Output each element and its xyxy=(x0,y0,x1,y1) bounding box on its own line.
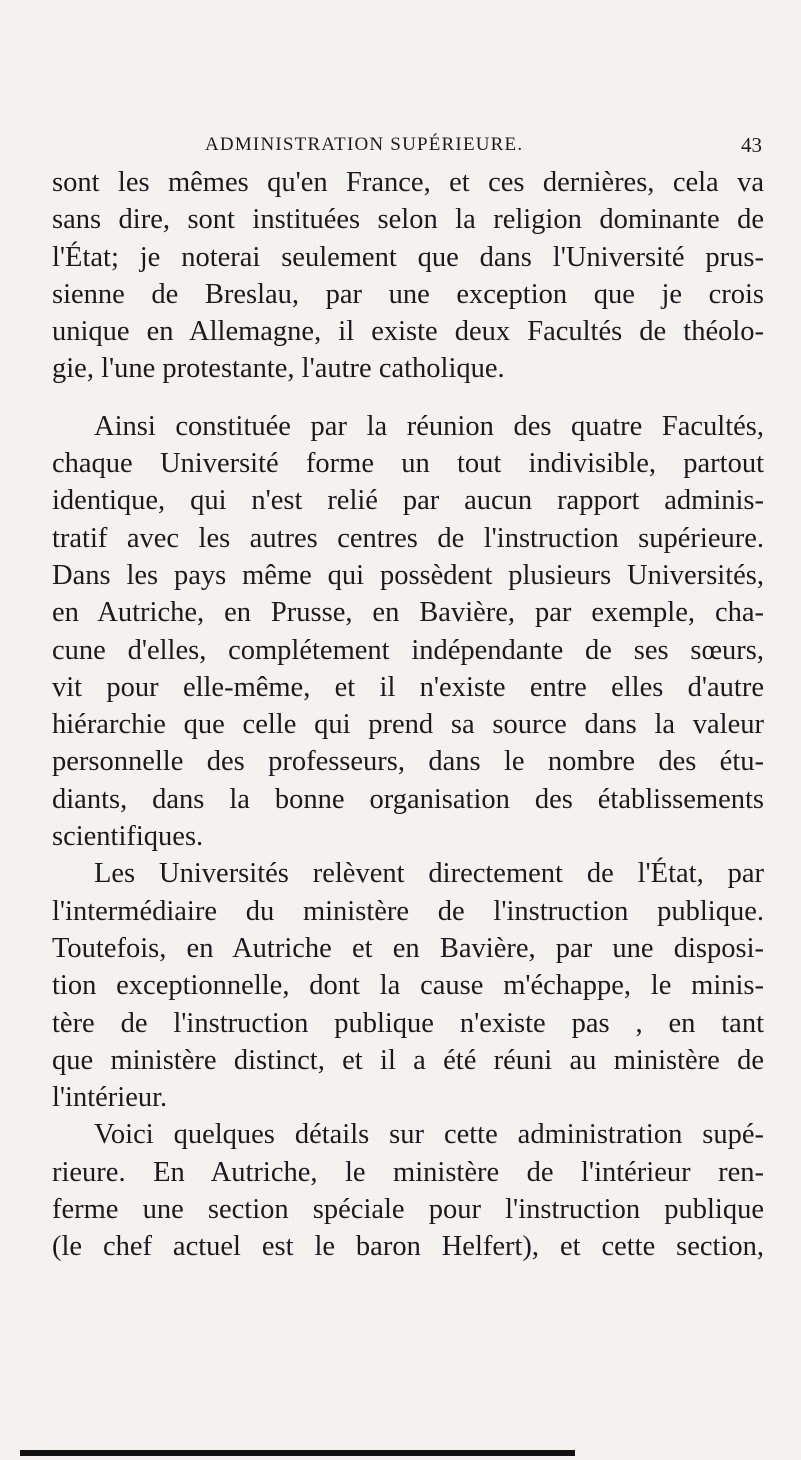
running-head xyxy=(52,132,762,158)
text-line: Ainsi constituée par la réunion des quatre Facultés, xyxy=(94,410,764,442)
text-line: tion exceptionnelle, dont la cause m'échappe, le minis- xyxy=(52,970,764,1002)
text-line: Les Universités relèvent directement de l'État, par xyxy=(94,858,764,890)
text-line: l'État; je noterai seulement que dans l'Université prus- xyxy=(52,241,764,273)
text-line: sienne de Breslau, par une exception que je crois xyxy=(52,278,764,310)
page-number: 43 xyxy=(741,133,762,157)
scan-edge-rule xyxy=(20,1450,575,1456)
text-line: gie, l'une protestante, l'autre catholique. xyxy=(52,353,505,385)
text-line: cune d'elles, complétement indépendante de ses sœurs, xyxy=(52,634,764,666)
running-title: ADMINISTRATION SUPÉRIEURE. xyxy=(205,134,524,155)
text-line: scientifiques. xyxy=(52,821,204,853)
text-line: tratif avec les autres centres de l'instruction supérieure. xyxy=(52,522,764,554)
text-line: vit pour elle-même, et il n'existe entre elles d'autre xyxy=(52,671,764,703)
text-line: sont les mêmes qu'en France, et ces dernières, cela va xyxy=(52,167,764,198)
text-line: que ministère distinct, et il a été réuni au ministère de xyxy=(52,1044,764,1076)
text-line: unique en Allemagne, il existe deux Facultés de théolo- xyxy=(52,316,764,348)
text-line: identique, qui n'est relié par aucun rapport adminis- xyxy=(52,485,764,517)
text-line: personnelle des professeurs, dans le nombre des étu- xyxy=(52,746,764,778)
text-line: rieure. En Autriche, le ministère de l'intérieur ren- xyxy=(52,1156,764,1188)
text-line: sans dire, sont instituées selon la religion dominante de xyxy=(52,204,764,236)
text-line: (le chef actuel est le baron Helfert), et cette section, xyxy=(52,1231,764,1263)
text-line: hiérarchie que celle qui prend sa source dans la valeur xyxy=(52,709,764,741)
text-line: chaque Université forme un tout indivisible, partout xyxy=(52,448,764,480)
text-line: en Autriche, en Prusse, en Bavière, par exemple, cha- xyxy=(52,597,764,629)
text-line: l'intermédiaire du ministère de l'instruction publique. xyxy=(52,895,764,927)
text-line: Voici quelques détails sur cette administration supé- xyxy=(94,1119,764,1151)
text-line: Toutefois, en Autriche et en Bavière, par une disposi- xyxy=(52,932,764,964)
body-text xyxy=(52,164,764,1266)
text-line: ferme une section spéciale pour l'instruction publique xyxy=(52,1194,764,1226)
text-line: diants, dans la bonne organisation des établissements xyxy=(52,783,764,815)
text-line: tère de l'instruction publique n'existe pas , en tant xyxy=(52,1007,764,1039)
text-line: l'intérieur. xyxy=(52,1082,168,1114)
text-line: Dans les pays même qui possèdent plusieurs Universités, xyxy=(52,559,764,591)
